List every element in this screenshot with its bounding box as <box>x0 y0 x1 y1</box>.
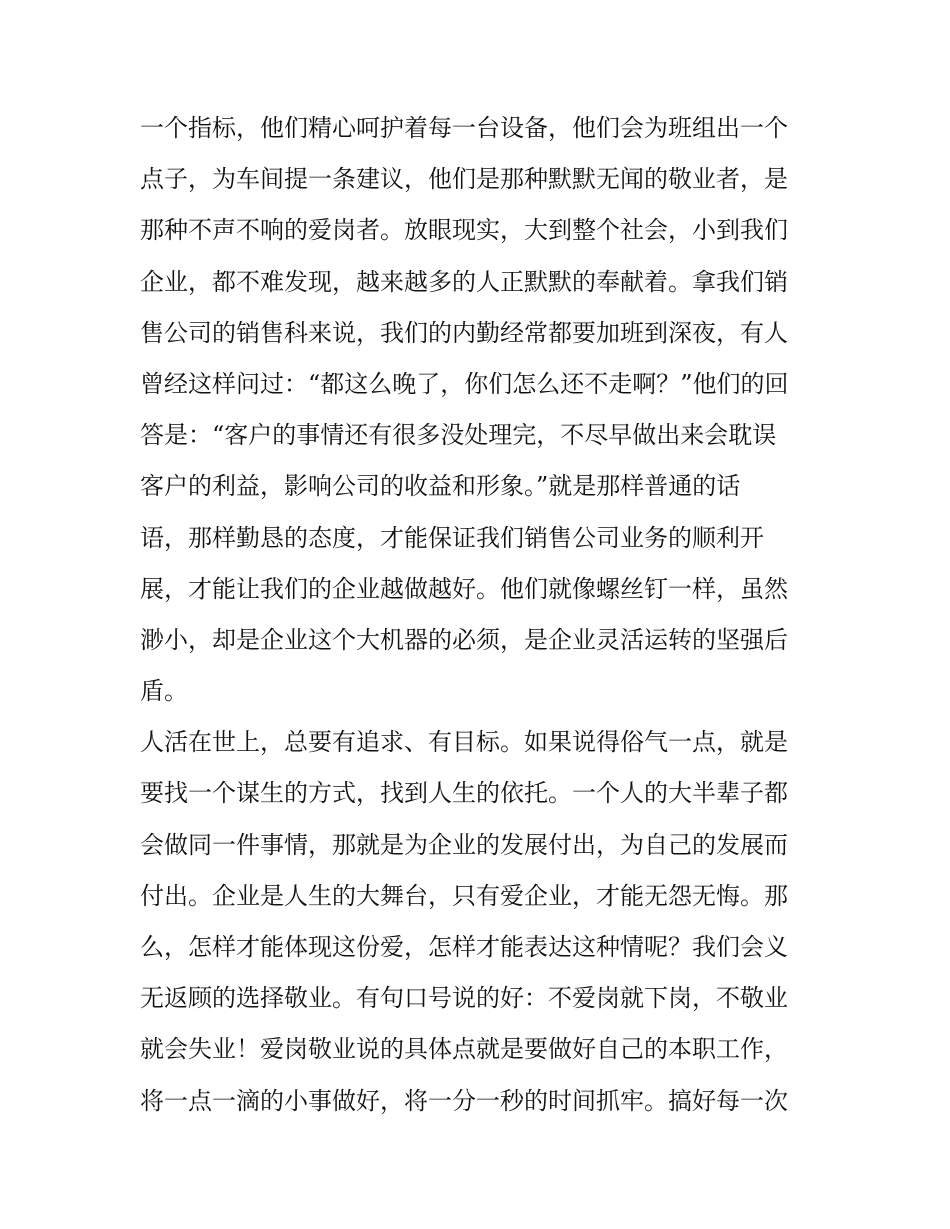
text-line: 渺小，却是企业这个大机器的必须，是企业灵活运转的坚强后 <box>140 625 788 654</box>
text-line: 无返顾的选择敬业。有句口号说的好：不爱岗就下岗，不敬业 <box>140 984 788 1013</box>
text-line: 展，才能让我们的企业越做越好。他们就像螺丝钉一样，虽然 <box>140 574 788 603</box>
text-line: 么，怎样才能体现这份爱，怎样才能表达这种情呢？我们会义 <box>140 933 788 961</box>
text-line: 人活在世上，总要有追求、有目标。如果说得俗气一点，就是 <box>140 728 788 757</box>
text-line: 就会失业！爱岗敬业说的具体点就是要做好自己的本职工作， <box>140 1035 788 1064</box>
text-line: 盾。 <box>140 677 188 706</box>
text-line: 一个指标，他们精心呵护着每一台设备，他们会为班组出一个 <box>140 114 788 142</box>
text-line: 语，那样勤恳的态度，才能保证我们销售公司业务的顺利开 <box>140 523 764 552</box>
text-line: 答是：“客户的事情还有很多没处理完，不尽早做出来会耽误 <box>140 421 777 450</box>
text-line: 会做同一件事情，那就是为企业的发展付出，为自己的发展而 <box>140 830 788 859</box>
text-line: 点子，为车间提一条建议，他们是那种默默无闻的敬业者，是 <box>140 165 788 194</box>
text-line: 曾经这样问过：“都这么晚了，你们怎么还不走啊？”他们的回 <box>140 369 789 398</box>
text-line: 那种不声不响的爱岗者。放眼现实，大到整个社会，小到我们 <box>140 216 788 245</box>
body-text <box>140 103 820 1127</box>
text-line: 企业，都不难发现，越来越多的人正默默的奉献着。拿我们销 <box>140 267 788 296</box>
text-line: 客户的利益，影响公司的收益和形象。”就是那样普通的话 <box>140 472 741 501</box>
text-line: 要找一个谋生的方式，找到人生的依托。一个人的大半辈子都 <box>140 779 788 808</box>
text-line: 付出。企业是人生的大舞台，只有爱企业，才能无怨无悔。那 <box>140 881 788 910</box>
text-line: 将一点一滴的小事做好，将一分一秒的时间抓牢。搞好每一次 <box>140 1086 788 1115</box>
text-line: 售公司的销售科来说，我们的内勤经常都要加班到深夜，有人 <box>140 318 788 347</box>
